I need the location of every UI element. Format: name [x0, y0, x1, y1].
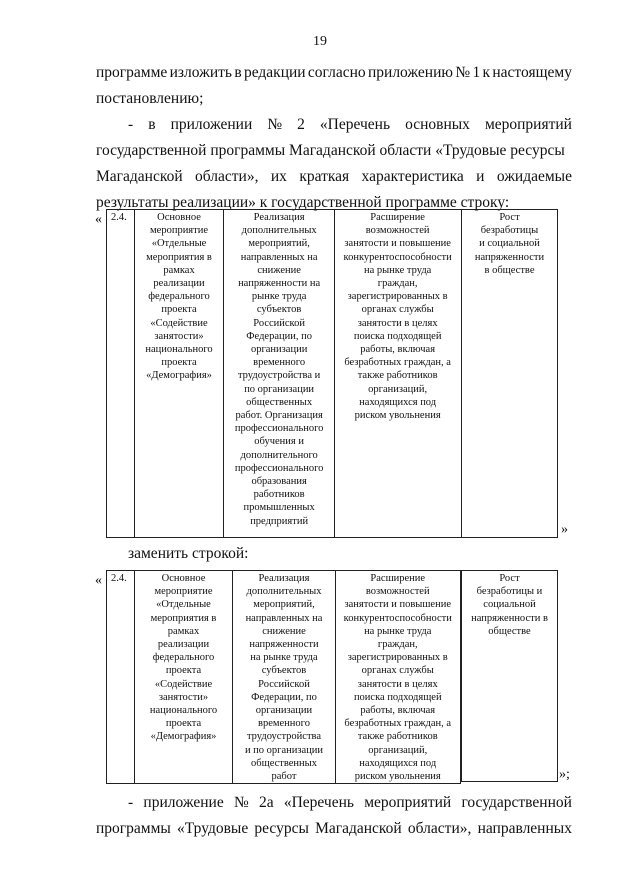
cell-text-line: риском увольнения: [354, 771, 441, 783]
cell-text-line: Расширение: [370, 573, 426, 584]
item-2-paragraph: [96, 112, 572, 216]
cell-text-line: предприятий: [250, 515, 309, 527]
cell-text-line: занятости в целях: [357, 317, 438, 329]
word: приложение: [143, 794, 224, 811]
cell-text-line: мероприятия в: [150, 612, 217, 624]
word: 2: [297, 116, 305, 133]
cell-text-line: Российской: [253, 317, 305, 329]
cell-text-line: рынке труда: [251, 291, 307, 303]
intro-paragraph: [96, 60, 572, 112]
cell-text-line: безработных граждан, а: [344, 357, 451, 369]
cell-text-line: организации: [250, 344, 308, 356]
word: ресурсы: [254, 820, 309, 837]
cell-text-line: «Отдельные: [156, 599, 211, 611]
word: программы: [96, 820, 171, 837]
cell-text-line: безработицы и: [476, 586, 543, 598]
cell-text-line: конкурентоспособности: [343, 251, 452, 263]
cell-text-line: обучения и: [254, 436, 304, 448]
cell-text-line: риском увольнения: [354, 410, 441, 422]
cell-text-line: проекта: [165, 718, 202, 730]
word: к: [482, 64, 491, 81]
intro-line: [96, 60, 572, 86]
cell-text-line: и социальной: [479, 238, 540, 250]
cell-text-line: по организации: [244, 383, 315, 395]
replace-label: заменить строкой:: [128, 545, 249, 562]
paragraph-line: [96, 164, 572, 190]
word: изложить: [169, 64, 232, 81]
cell-text-line: граждан,: [377, 278, 418, 290]
new-row-col3: [335, 571, 461, 784]
cell-text-line: Российской: [258, 678, 310, 690]
paragraph-line: [96, 816, 572, 842]
word: «Перечень: [319, 116, 391, 133]
cell-text-line: снижение: [257, 264, 301, 276]
old-row-close-quote: »: [561, 522, 568, 537]
cell-text-line: Реализация: [258, 573, 310, 584]
new-row-number: 2.4.: [107, 571, 135, 784]
cell-text-line: в обществе: [484, 264, 535, 276]
old-row-col2: [224, 210, 334, 538]
word: и: [476, 168, 485, 185]
cell-text-line: профессионального: [234, 423, 324, 435]
new-table-row: [106, 570, 461, 784]
cell-text-line: зарегистрированных в: [347, 291, 448, 303]
cell-text-line: временного: [258, 718, 310, 730]
cell-text-line: напряженности в: [471, 612, 548, 624]
cell-text-line: образования: [251, 476, 307, 488]
cell-text-line: дополнительного: [240, 449, 318, 461]
word: краткая: [299, 168, 350, 185]
word: характеристика: [361, 168, 464, 185]
cell-text-line: Реализация: [253, 212, 305, 223]
cell-text-line: организаций,: [368, 744, 428, 756]
word: государственной: [461, 794, 572, 811]
cell-text-line: Основное: [161, 573, 206, 584]
cell-text-line: общественных: [246, 396, 313, 408]
new-row-col2: [233, 571, 335, 784]
old-row-col1: [134, 210, 224, 538]
cell-text-line: проекта: [165, 665, 202, 677]
cell-text-line: реализации: [157, 639, 210, 651]
cell-text-line: промышленных: [243, 502, 315, 514]
word: Магаданской: [315, 820, 402, 837]
cell-text-line: безработицы: [480, 225, 539, 237]
cell-text-line: возможностей: [365, 225, 430, 237]
word: ожидаемые: [496, 168, 572, 185]
cell-text-line: проекта: [161, 304, 197, 316]
cell-text-line: общественных: [251, 757, 317, 769]
cell-text-line: Федерации, по: [246, 330, 312, 342]
cell-text-line: мероприятия в: [146, 251, 212, 263]
cell-text-line: Федерации, по: [251, 691, 317, 703]
cell-text-line: «Содействие: [154, 678, 213, 690]
cell-text-line: федерального: [152, 652, 215, 664]
word: мероприятий: [484, 116, 572, 133]
word: №: [233, 794, 249, 811]
word: приложению: [367, 64, 453, 81]
cell-text-line: находящихся под: [359, 396, 437, 408]
cell-text-line: занятости»: [154, 330, 204, 342]
cell-text-line: органах службы: [361, 304, 434, 316]
cell-text-line: реализации: [153, 278, 205, 290]
cell-text-line: на рынке труда: [250, 652, 318, 664]
cell-text-line: Рост: [499, 212, 520, 223]
word: -: [128, 116, 134, 133]
cell-text-line: занятости»: [158, 691, 209, 703]
word: области»,: [195, 168, 259, 185]
cell-text-line: на рынке труда: [363, 264, 432, 276]
cell-text-line: граждан,: [377, 639, 418, 651]
cell-text-line: временного: [253, 357, 306, 369]
cell-text-line: «Отдельные: [151, 238, 207, 250]
cell-text-line: обществе: [488, 625, 531, 637]
old-table-row: [106, 209, 461, 538]
cell-text-line: Рост: [499, 573, 520, 584]
paragraph-line: результаты реализации» к государственной программе строку:: [96, 194, 510, 211]
word: области»,: [407, 820, 472, 837]
word: №: [267, 116, 283, 133]
cell-text-line: и по организации: [244, 744, 324, 756]
cell-text-line: дополнительных: [246, 586, 322, 598]
cell-text-line: зарегистрированных в: [347, 652, 448, 664]
cell-text-line: напряженности: [474, 251, 545, 263]
cell-text-line: «Демография»: [150, 731, 217, 743]
cell-text-line: рамках: [163, 264, 195, 276]
page-number: 19: [313, 34, 327, 49]
cell-text-line: работы, включая: [360, 344, 436, 356]
cell-text-line: поиска подходящей: [353, 691, 442, 703]
cell-text-line: мероприятие: [154, 586, 213, 598]
word: 2а: [258, 794, 274, 811]
cell-text-line: национального: [149, 705, 218, 717]
cell-text-line: мероприятий,: [248, 238, 310, 250]
word: №: [455, 64, 471, 81]
cell-text-line: на рынке труда: [364, 625, 432, 637]
old-row-col3: [334, 210, 461, 538]
cell-text-line: конкурентоспособности: [343, 612, 452, 624]
cell-text-line: работы, включая: [360, 705, 436, 717]
cell-text-line: направленных на: [240, 251, 318, 263]
cell-text-line: профессионального: [234, 462, 324, 474]
word: программе: [96, 64, 168, 81]
cell-text-line: мероприятие: [150, 225, 209, 237]
cell-text-line: направленных на: [245, 612, 323, 624]
word: направленных: [477, 820, 572, 837]
cell-text-line: организации: [255, 705, 313, 717]
cell-text-line: безработных граждан, а: [344, 718, 452, 730]
word: основных: [405, 116, 470, 133]
cell-text-line: занятости и повышение: [344, 599, 451, 611]
cell-text-line: Основное: [157, 212, 201, 223]
new-row-col4: [462, 571, 558, 782]
word: в: [148, 116, 156, 133]
open-quote-2: «: [95, 573, 102, 588]
cell-text-line: также работников: [357, 370, 438, 382]
cell-text-line: работников: [253, 489, 305, 501]
old-row-col4: [462, 210, 558, 538]
old-table-row-last: [461, 209, 558, 538]
word: редакции: [243, 64, 306, 81]
word: настоящему: [492, 64, 572, 81]
word: мероприятий: [364, 794, 452, 811]
cell-text-line: федерального: [148, 291, 210, 303]
cell-text-line: напряженности: [249, 639, 319, 651]
new-row-close-quote: »;: [559, 767, 570, 782]
cell-text-line: возможностей: [365, 586, 430, 598]
cell-text-line: снижение: [262, 625, 306, 637]
cell-text-line: работ. Организация: [235, 410, 323, 422]
paragraph-line: государственной программы Магаданской области «Трудовые ресурсы: [96, 142, 565, 159]
word: 1: [472, 64, 481, 81]
word: согласно: [307, 64, 366, 81]
word: Магаданской: [96, 168, 183, 185]
cell-text-line: организаций,: [368, 383, 428, 395]
cell-text-line: работ: [271, 771, 297, 783]
paragraph-line: [96, 790, 572, 816]
word: -: [128, 794, 134, 811]
word: приложении: [170, 116, 253, 133]
word: в: [234, 64, 242, 81]
intro-line: постановлению;: [96, 90, 204, 107]
cell-text-line: социальной: [483, 599, 536, 611]
cell-text-line: субъектов: [256, 304, 302, 316]
cell-text-line: также работников: [357, 731, 438, 743]
cell-text-line: занятости в целях: [357, 678, 438, 690]
new-table-row-last: [461, 570, 558, 782]
cell-text-line: «Содействие: [150, 317, 208, 329]
cell-text-line: находящихся под: [359, 757, 437, 769]
cell-text-line: проекта: [161, 357, 197, 369]
cell-text-line: мероприятий,: [253, 599, 315, 611]
cell-text-line: субъектов: [261, 665, 307, 677]
cell-text-line: органах службы: [361, 665, 434, 677]
cell-text-line: трудоустройства и: [237, 370, 321, 382]
cell-text-line: Расширение: [370, 212, 425, 223]
item-2a-paragraph: [96, 790, 572, 842]
word: «Перечень: [283, 794, 354, 811]
open-quote: «: [95, 212, 102, 227]
cell-text-line: национального: [145, 344, 213, 356]
word: их: [270, 168, 287, 185]
cell-text-line: поиска подходящей: [353, 330, 442, 342]
cell-text-line: рамках: [167, 625, 200, 637]
cell-text-line: «Демография»: [146, 370, 212, 382]
cell-text-line: занятости и повышение: [344, 238, 451, 250]
old-row-number: 2.4.: [107, 210, 135, 538]
word: «Трудовые: [177, 820, 249, 837]
cell-text-line: дополнительных: [241, 225, 317, 237]
cell-text-line: напряженности на: [238, 278, 321, 290]
new-row-col1: [134, 571, 233, 784]
paragraph-line: [96, 112, 572, 138]
cell-text-line: трудоустройства: [246, 731, 322, 743]
